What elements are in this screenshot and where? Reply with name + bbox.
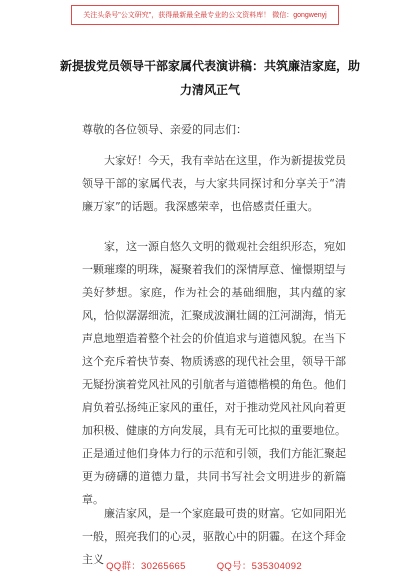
paragraph-1: 大家好！今天，我有幸站在这里，作为新提拔党员领导干部的家属代表，与大家共同探讨和分享关于“清廉万家”的话题。我深感荣幸，也倍感责任重大。 bbox=[82, 154, 346, 213]
footer-qq-number: QQ号：535304092 bbox=[216, 561, 302, 572]
document-title: 新提拔党员领导干部家属代表演讲稿：共筑廉洁家庭，助力清风正气 bbox=[60, 59, 361, 97]
paragraph-2: 家，这一源自悠久文明的微观社会组织形态，宛如一颗璀璨的明珠，凝聚着我们的深情厚意、憧憬期望与美好梦想。家庭，作为社会的基础细胞，其内蕴的家风，恰似潺潺细流，汇聚成波澜壮阔的江河湖海，悄无声息地塑造着整个社会的价值追求与道德风貌。在当下这个充斥着快节奏、物质诱惑的现代社会里，领导干部无疑扮演着党风社风的引航者与道德楷模的角色。他们肩负着弘扬纯正家风的重任，对于推动党风社风向着更加积极、健康的方向发展，具有无可比拟的重要地位。正是通过他们身体力行的示范和引领，我们方能汇聚起更为磅礴的道德力量，共同书写社会文明进步的新篇章。 bbox=[82, 240, 346, 506]
greeting-line: 尊敬的各位领导、亲爱的同志们： bbox=[82, 123, 247, 136]
paragraph-3: 廉洁家风，是一个家庭最可贵的财富。它如同阳光一般，照亮我们的心灵，驱散心中的阴霾。在这个拜金主义 bbox=[82, 507, 346, 566]
footer-contact bbox=[0, 558, 408, 572]
promo-banner-text: 关注头条号"公文研究"，获得最新最全最专业的公文资料库！ 微信：gongwenyj bbox=[83, 12, 327, 19]
promo-banner bbox=[71, 5, 339, 25]
footer-qq-group: QQ群：30265665 bbox=[106, 561, 186, 572]
